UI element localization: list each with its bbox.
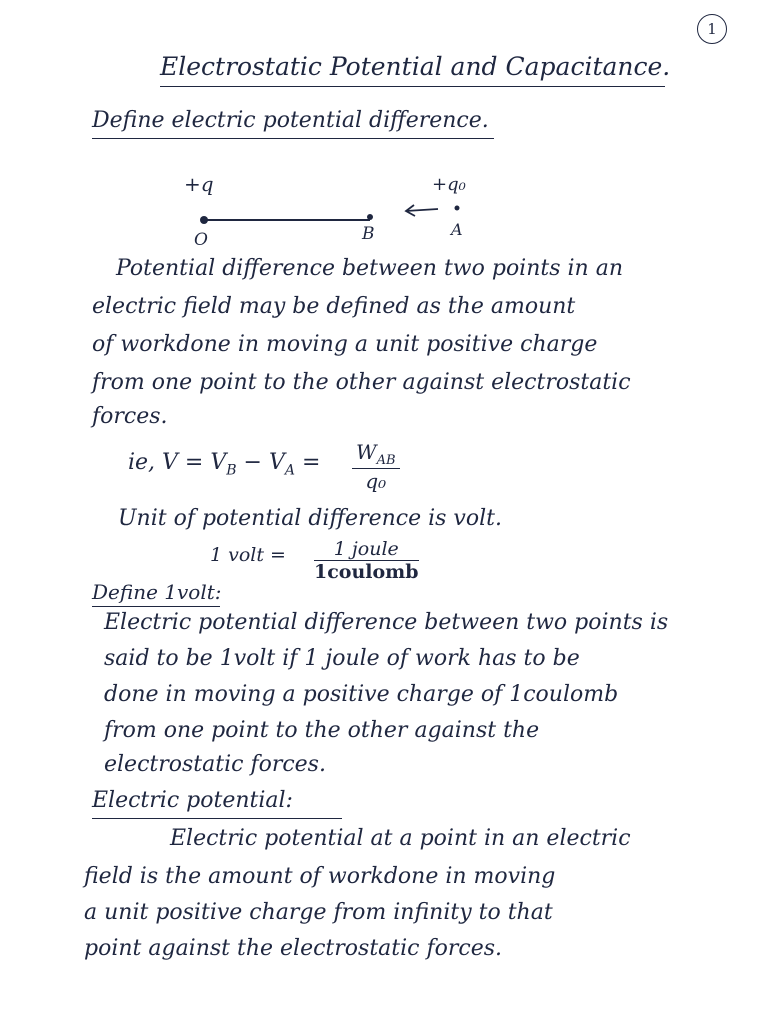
text-line: Electric potential at a point in an electric bbox=[170, 826, 631, 851]
heading-underline bbox=[92, 138, 494, 139]
title-underline bbox=[160, 86, 665, 87]
point-a bbox=[455, 206, 460, 211]
text-line: from one point to the other against the bbox=[104, 718, 540, 743]
text-line: from one point to the other against electrostatic bbox=[92, 370, 631, 395]
text-line: a unit positive charge from infinity to that bbox=[84, 900, 553, 925]
text-line: of workdone in moving a unit positive charge bbox=[92, 332, 598, 357]
charge-q0-label: +q₀ bbox=[432, 174, 466, 195]
text-line: electrostatic forces. bbox=[104, 752, 326, 777]
unit-statement: Unit of potential difference is volt. bbox=[118, 506, 502, 531]
label-o: O bbox=[194, 230, 208, 250]
heading-underline bbox=[92, 818, 342, 819]
text-line: field is the amount of workdone in moving bbox=[84, 864, 556, 889]
text-line: forces. bbox=[92, 404, 168, 429]
text-line: electric field may be defined as the amount bbox=[92, 294, 576, 319]
heading-potential-difference: Define electric potential difference. bbox=[92, 108, 489, 133]
heading-electric-potential: Electric potential: bbox=[92, 788, 293, 813]
label-b: B bbox=[362, 224, 375, 244]
heading-underline bbox=[92, 606, 220, 607]
point-b bbox=[367, 214, 373, 220]
page-title: Electrostatic Potential and Capacitance. bbox=[160, 52, 671, 81]
page-number: 1 bbox=[697, 14, 727, 44]
text-line: Potential difference between two points in an bbox=[116, 256, 623, 281]
charge-diagram bbox=[170, 170, 500, 250]
arrow-line bbox=[406, 209, 438, 211]
text-line: done in moving a positive charge of 1coulomb bbox=[104, 682, 619, 707]
charge-q-label: +q bbox=[184, 172, 214, 196]
charge-point-o bbox=[200, 216, 208, 224]
text-line: said to be 1volt if 1 joule of work has to be bbox=[104, 646, 580, 671]
work-fraction: $W_{AB}$ q₀ bbox=[352, 440, 400, 493]
text-line: Electric potential difference between two points is bbox=[104, 610, 669, 635]
text-line: point against the electrostatic forces. bbox=[84, 936, 502, 961]
label-a: A bbox=[451, 220, 463, 239]
volt-definition-lhs: 1 volt = bbox=[210, 544, 286, 566]
volt-fraction: 1 joule 1coulomb bbox=[314, 538, 419, 583]
potential-formula: ie, $V = V_B - V_A$ = bbox=[128, 450, 321, 479]
heading-one-volt: Define 1volt: bbox=[92, 580, 222, 604]
